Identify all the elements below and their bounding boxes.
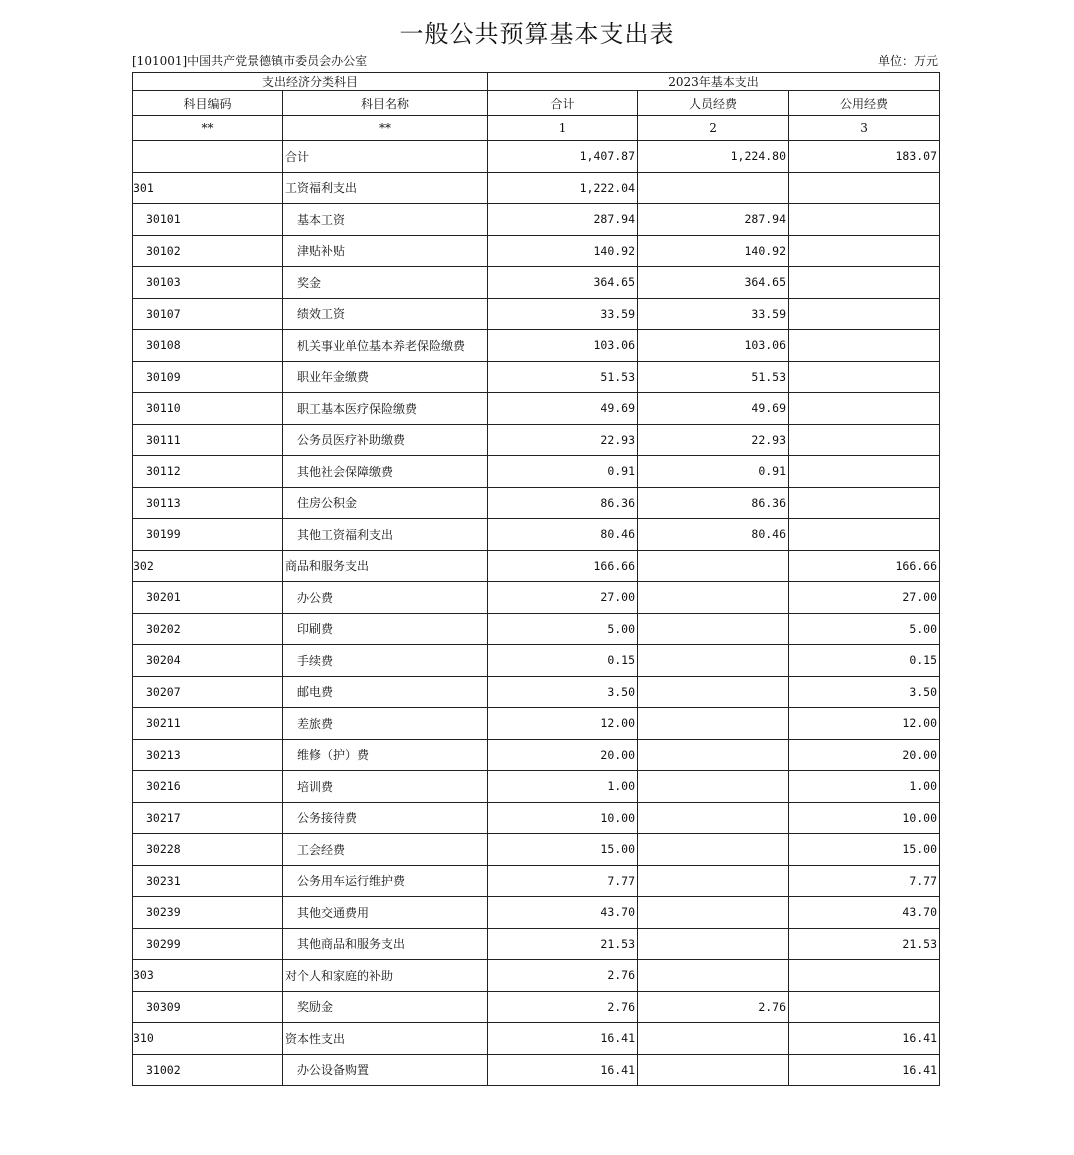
row-code-cell: 302 (133, 550, 283, 582)
table-row (133, 298, 940, 330)
row-public-cell: 15.00 (789, 834, 940, 866)
row-personnel-cell: 33.59 (638, 298, 789, 330)
table-row (133, 141, 940, 173)
row-total-cell: 15.00 (488, 834, 638, 866)
table-row (133, 1023, 940, 1055)
row-public-cell: 10.00 (789, 802, 940, 834)
row-public-cell (789, 393, 940, 425)
row-public-cell (789, 298, 940, 330)
header-code: 科目编码 (133, 91, 283, 116)
row-code-cell: 30112 (133, 456, 283, 488)
row-code-cell: 301 (133, 172, 283, 204)
row-code-cell: 30113 (133, 487, 283, 519)
row-public-cell (789, 424, 940, 456)
index-code: ** (133, 116, 283, 141)
index-total: 1 (488, 116, 638, 141)
row-public-cell: 166.66 (789, 550, 940, 582)
table-row (133, 550, 940, 582)
row-personnel-cell (638, 865, 789, 897)
table-row (133, 456, 940, 488)
row-personnel-cell: 140.92 (638, 235, 789, 267)
row-total-cell: 5.00 (488, 613, 638, 645)
row-name-cell: 绩效工资 (283, 298, 488, 330)
row-total-cell: 16.41 (488, 1023, 638, 1055)
header-group-basic-expenditure: 2023年基本支出 (488, 73, 940, 91)
row-personnel-cell: 1,224.80 (638, 141, 789, 173)
row-public-cell: 5.00 (789, 613, 940, 645)
unit-label: 单位：万元 (877, 54, 938, 68)
table-row (133, 928, 940, 960)
row-public-cell (789, 330, 940, 362)
table-row (133, 1054, 940, 1086)
row-personnel-cell (638, 928, 789, 960)
row-total-cell: 27.00 (488, 582, 638, 614)
row-code-cell: 30199 (133, 519, 283, 551)
table-row (133, 960, 940, 992)
row-name-cell: 办公设备购置 (283, 1054, 488, 1086)
row-public-cell: 43.70 (789, 897, 940, 929)
row-personnel-cell (638, 1054, 789, 1086)
row-total-cell: 2.76 (488, 960, 638, 992)
table-row (133, 613, 940, 645)
header-group-classification: 支出经济分类科目 (133, 73, 488, 91)
row-public-cell (789, 991, 940, 1023)
row-code-cell: 30207 (133, 676, 283, 708)
row-name-cell: 住房公积金 (283, 487, 488, 519)
row-public-cell: 0.15 (789, 645, 940, 677)
row-name-cell: 基本工资 (283, 204, 488, 236)
row-public-cell: 7.77 (789, 865, 940, 897)
row-personnel-cell: 2.76 (638, 991, 789, 1023)
row-total-cell: 0.91 (488, 456, 638, 488)
row-total-cell: 80.46 (488, 519, 638, 551)
row-personnel-cell (638, 172, 789, 204)
table-row (133, 582, 940, 614)
row-name-cell: 印刷费 (283, 613, 488, 645)
row-personnel-cell (638, 550, 789, 582)
row-name-cell: 工会经费 (283, 834, 488, 866)
row-code-cell: 30110 (133, 393, 283, 425)
row-name-cell: 公务接待费 (283, 802, 488, 834)
table-row (133, 330, 940, 362)
index-name: ** (283, 116, 488, 141)
row-personnel-cell (638, 739, 789, 771)
table-body (133, 141, 940, 1086)
row-name-cell: 手续费 (283, 645, 488, 677)
row-total-cell: 103.06 (488, 330, 638, 362)
row-personnel-cell (638, 708, 789, 740)
row-total-cell: 33.59 (488, 298, 638, 330)
row-name-cell: 对个人和家庭的补助 (283, 960, 488, 992)
row-public-cell: 20.00 (789, 739, 940, 771)
row-total-cell: 140.92 (488, 235, 638, 267)
row-personnel-cell: 287.94 (638, 204, 789, 236)
row-code-cell: 30101 (133, 204, 283, 236)
row-total-cell: 3.50 (488, 676, 638, 708)
row-code-cell (133, 141, 283, 173)
table-row (133, 204, 940, 236)
row-public-cell (789, 487, 940, 519)
row-code-cell: 30216 (133, 771, 283, 803)
row-code-cell: 31002 (133, 1054, 283, 1086)
table-row (133, 424, 940, 456)
row-personnel-cell (638, 676, 789, 708)
row-total-cell: 1,407.87 (488, 141, 638, 173)
row-name-cell: 邮电费 (283, 676, 488, 708)
table-row (133, 897, 940, 929)
row-name-cell: 办公费 (283, 582, 488, 614)
row-code-cell: 30231 (133, 865, 283, 897)
row-code-cell: 30103 (133, 267, 283, 299)
row-personnel-cell (638, 771, 789, 803)
row-name-cell: 其他交通费用 (283, 897, 488, 929)
header-personnel: 人员经费 (638, 91, 789, 116)
row-name-cell: 其他社会保障缴费 (283, 456, 488, 488)
row-code-cell: 30102 (133, 235, 283, 267)
row-total-cell: 2.76 (488, 991, 638, 1023)
table-row (133, 708, 940, 740)
row-total-cell: 0.15 (488, 645, 638, 677)
table-row (133, 771, 940, 803)
row-public-cell (789, 361, 940, 393)
row-public-cell: 16.41 (789, 1023, 940, 1055)
table-row (133, 739, 940, 771)
header-name: 科目名称 (283, 91, 488, 116)
row-total-cell: 21.53 (488, 928, 638, 960)
row-code-cell: 30201 (133, 582, 283, 614)
row-public-cell: 21.53 (789, 928, 940, 960)
table-header (133, 73, 940, 141)
row-code-cell: 30111 (133, 424, 283, 456)
header-public: 公用经费 (789, 91, 940, 116)
budget-table (132, 72, 940, 1086)
row-personnel-cell (638, 960, 789, 992)
row-code-cell: 30211 (133, 708, 283, 740)
row-code-cell: 30309 (133, 991, 283, 1023)
row-public-cell: 1.00 (789, 771, 940, 803)
row-personnel-cell (638, 613, 789, 645)
row-personnel-cell (638, 834, 789, 866)
header-total: 合计 (488, 91, 638, 116)
row-name-cell: 职业年金缴费 (283, 361, 488, 393)
row-public-cell (789, 519, 940, 551)
row-code-cell: 30213 (133, 739, 283, 771)
table-row (133, 267, 940, 299)
row-code-cell: 30239 (133, 897, 283, 929)
index-public: 3 (789, 116, 940, 141)
table-row (133, 645, 940, 677)
row-public-cell (789, 204, 940, 236)
row-code-cell: 30202 (133, 613, 283, 645)
row-total-cell: 364.65 (488, 267, 638, 299)
row-total-cell: 166.66 (488, 550, 638, 582)
row-name-cell: 培训费 (283, 771, 488, 803)
row-public-cell (789, 267, 940, 299)
row-personnel-cell (638, 582, 789, 614)
row-name-cell: 公务员医疗补助缴费 (283, 424, 488, 456)
header-index-row (133, 116, 940, 141)
table-row (133, 834, 940, 866)
header-group-row (133, 73, 940, 91)
row-code-cell: 30108 (133, 330, 283, 362)
row-public-cell (789, 960, 940, 992)
row-total-cell: 86.36 (488, 487, 638, 519)
row-name-cell: 机关事业单位基本养老保险缴费 (283, 330, 488, 362)
row-code-cell: 303 (133, 960, 283, 992)
row-name-cell: 工资福利支出 (283, 172, 488, 204)
row-total-cell: 20.00 (488, 739, 638, 771)
row-code-cell: 30217 (133, 802, 283, 834)
row-code-cell: 30299 (133, 928, 283, 960)
row-total-cell: 16.41 (488, 1054, 638, 1086)
row-code-cell: 30228 (133, 834, 283, 866)
row-name-cell: 奖金 (283, 267, 488, 299)
table-row (133, 235, 940, 267)
row-code-cell: 310 (133, 1023, 283, 1055)
row-total-cell: 43.70 (488, 897, 638, 929)
row-name-cell: 津贴补贴 (283, 235, 488, 267)
row-public-cell (789, 172, 940, 204)
table-row (133, 802, 940, 834)
row-name-cell: 商品和服务支出 (283, 550, 488, 582)
row-total-cell: 22.93 (488, 424, 638, 456)
row-public-cell (789, 235, 940, 267)
row-name-cell: 合计 (283, 141, 488, 173)
page-title: 一般公共预算基本支出表 (399, 20, 675, 48)
row-personnel-cell: 49.69 (638, 393, 789, 425)
header-column-row (133, 91, 940, 116)
row-personnel-cell: 51.53 (638, 361, 789, 393)
row-public-cell (789, 456, 940, 488)
row-total-cell: 287.94 (488, 204, 638, 236)
row-name-cell: 其他工资福利支出 (283, 519, 488, 551)
table-row (133, 865, 940, 897)
row-personnel-cell: 86.36 (638, 487, 789, 519)
row-name-cell: 差旅费 (283, 708, 488, 740)
row-name-cell: 其他商品和服务支出 (283, 928, 488, 960)
row-public-cell: 16.41 (789, 1054, 940, 1086)
row-personnel-cell: 22.93 (638, 424, 789, 456)
row-total-cell: 1.00 (488, 771, 638, 803)
table-row (133, 172, 940, 204)
row-name-cell: 公务用车运行维护费 (283, 865, 488, 897)
row-total-cell: 7.77 (488, 865, 638, 897)
row-personnel-cell: 364.65 (638, 267, 789, 299)
table-row (133, 991, 940, 1023)
row-public-cell: 27.00 (789, 582, 940, 614)
row-public-cell: 183.07 (789, 141, 940, 173)
table-row (133, 519, 940, 551)
table-row (133, 676, 940, 708)
row-personnel-cell (638, 645, 789, 677)
row-total-cell: 49.69 (488, 393, 638, 425)
organization-label: [101001]中国共产党景德镇市委员会办公室 (132, 54, 368, 68)
row-code-cell: 30109 (133, 361, 283, 393)
row-code-cell: 30107 (133, 298, 283, 330)
row-personnel-cell: 80.46 (638, 519, 789, 551)
row-public-cell: 3.50 (789, 676, 940, 708)
row-total-cell: 1,222.04 (488, 172, 638, 204)
index-personnel: 2 (638, 116, 789, 141)
row-total-cell: 10.00 (488, 802, 638, 834)
row-public-cell: 12.00 (789, 708, 940, 740)
table-row (133, 487, 940, 519)
row-name-cell: 资本性支出 (283, 1023, 488, 1055)
row-total-cell: 51.53 (488, 361, 638, 393)
table-row (133, 393, 940, 425)
row-personnel-cell: 0.91 (638, 456, 789, 488)
row-personnel-cell: 103.06 (638, 330, 789, 362)
row-personnel-cell (638, 1023, 789, 1055)
row-personnel-cell (638, 802, 789, 834)
table-row (133, 361, 940, 393)
row-name-cell: 职工基本医疗保险缴费 (283, 393, 488, 425)
row-name-cell: 奖励金 (283, 991, 488, 1023)
row-code-cell: 30204 (133, 645, 283, 677)
row-name-cell: 维修（护）费 (283, 739, 488, 771)
row-total-cell: 12.00 (488, 708, 638, 740)
row-personnel-cell (638, 897, 789, 929)
